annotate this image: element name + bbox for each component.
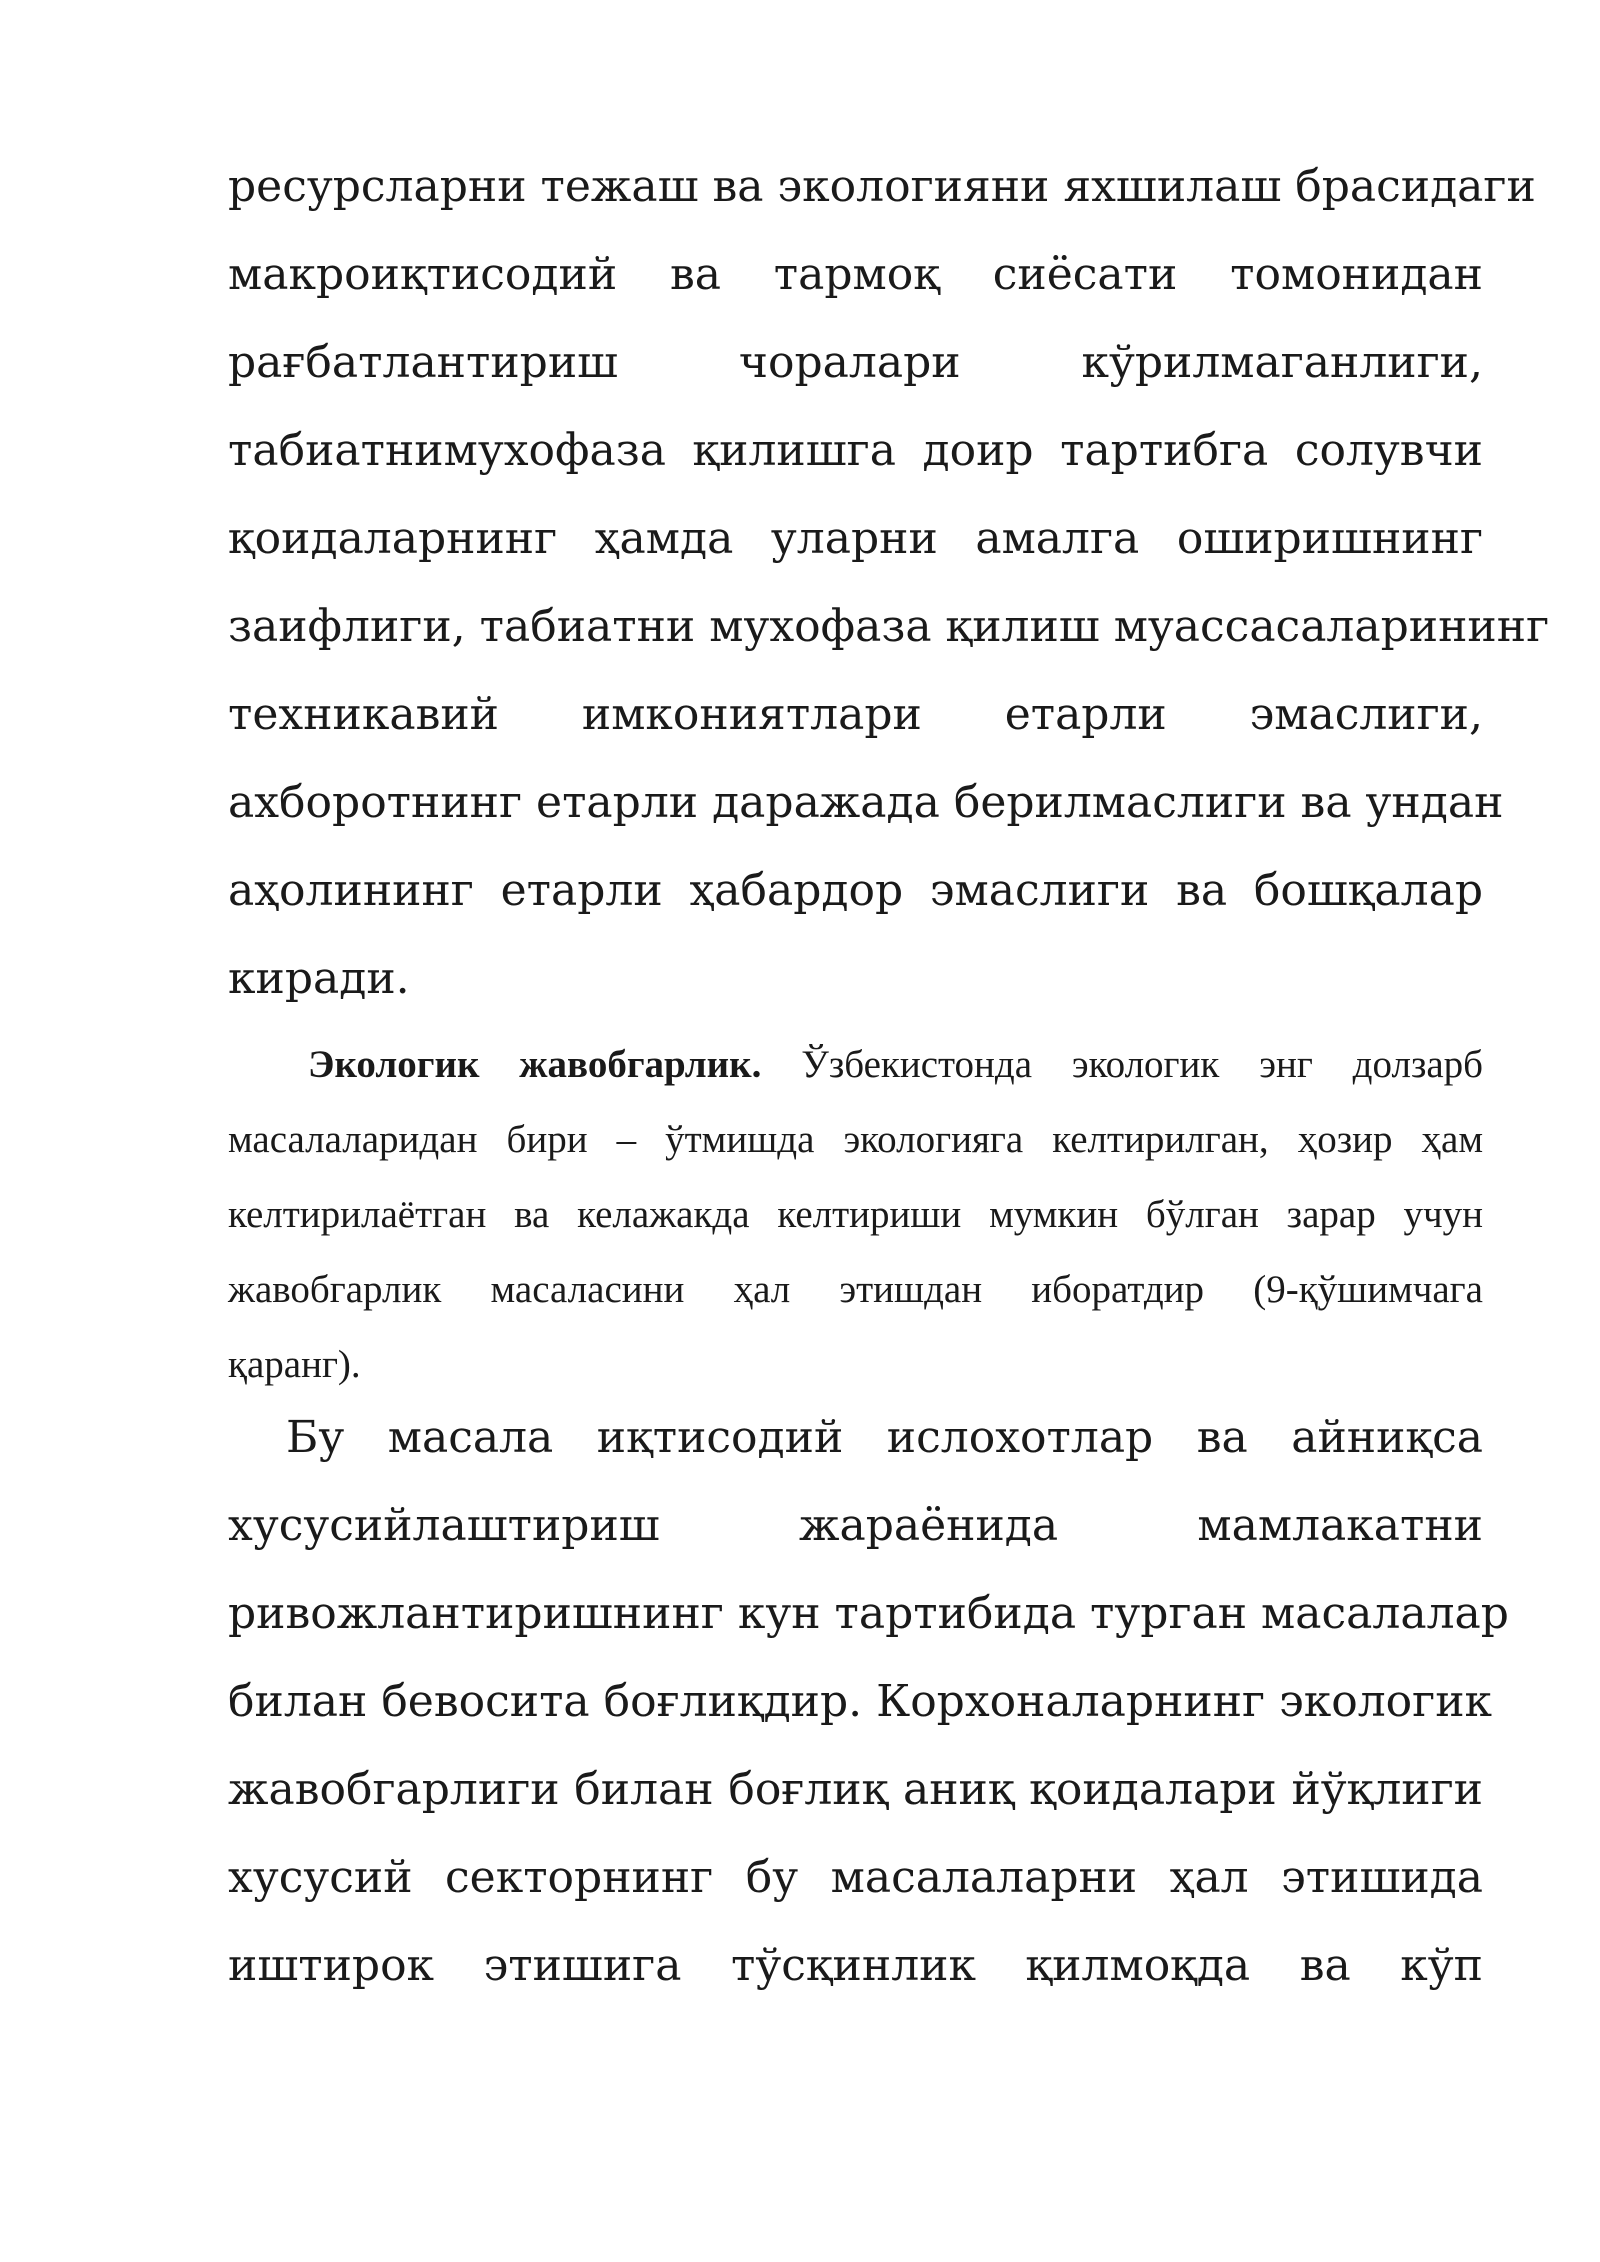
section-heading: Экологик жавобгарлик. (308, 1043, 762, 1086)
paragraph-line: жавобгарлиги билан боғлиқ аниқ қоидалари йўқлиги (228, 1764, 1483, 1815)
paragraph-line: хусусийлаштириш жараёнида мамлакатни (228, 1500, 1483, 1551)
paragraph-line: макроиқтисодий ва тармоқ сиёсати томонидан (228, 249, 1483, 300)
paragraph-first-line (228, 1027, 1483, 1102)
paragraph-text: Ўзбекистонда экологик энг долзарб (801, 1043, 1484, 1086)
paragraph-line: аҳолининг етарли ҳабардор эмаслиги ва бошқалар (228, 865, 1483, 916)
paragraph-line: келтирилаётган ва келажакда келтириши мумкин бўлган зарар учун (228, 1193, 1483, 1236)
paragraph-2 (228, 1027, 1483, 1402)
paragraph-line: ресурсларни тежаш ва экологияни яхшилаш брасидаги (228, 161, 1536, 212)
paragraph-line: иштирок этишига тўсқинлик қилмоқда ва кўп (228, 1940, 1483, 1991)
paragraph-3 (228, 1394, 1509, 2010)
paragraph-line: табиатнимухофаза қилишга доир тартибга солувчи (228, 425, 1483, 476)
paragraph-line: жавобгарлик масаласини ҳал этишдан иборатдир (9-қўшимчага (228, 1268, 1483, 1311)
paragraph-line: Бу масала иқтисодий ислохотлар ва айниқса (286, 1412, 1483, 1463)
paragraph-1 (228, 143, 1550, 1023)
paragraph-line: қаранг). (228, 1343, 361, 1386)
paragraph-line: заифлиги, табиатни мухофаза қилиш муассасаларининг (228, 601, 1550, 652)
paragraph-line: ахборотнинг етарли даражада берилмаслиги ва ундан (228, 777, 1504, 828)
paragraph-line: қоидаларнинг ҳамда уларни амалга оширишнинг (228, 513, 1483, 564)
paragraph-line: техникавий имкониятлари етарли эмаслиги, (228, 689, 1483, 740)
paragraph-line: хусусий секторнинг бу масалаларни ҳал этишида (228, 1852, 1483, 1903)
paragraph-line: масалаларидан бири – ўтмишда экологияга келтирилган, ҳозир ҳам (228, 1118, 1483, 1161)
paragraph-line: ривожлантиришнинг кун тартибида турган масалалар (228, 1588, 1509, 1639)
paragraph-line: рағбатлантириш чоралари кўрилмаганлиги, (228, 337, 1483, 388)
paragraph-line: билан бевосита боғлиқдир. Корхоналарнинг экологик (228, 1676, 1493, 1727)
paragraph-line: киради. (228, 953, 410, 1004)
